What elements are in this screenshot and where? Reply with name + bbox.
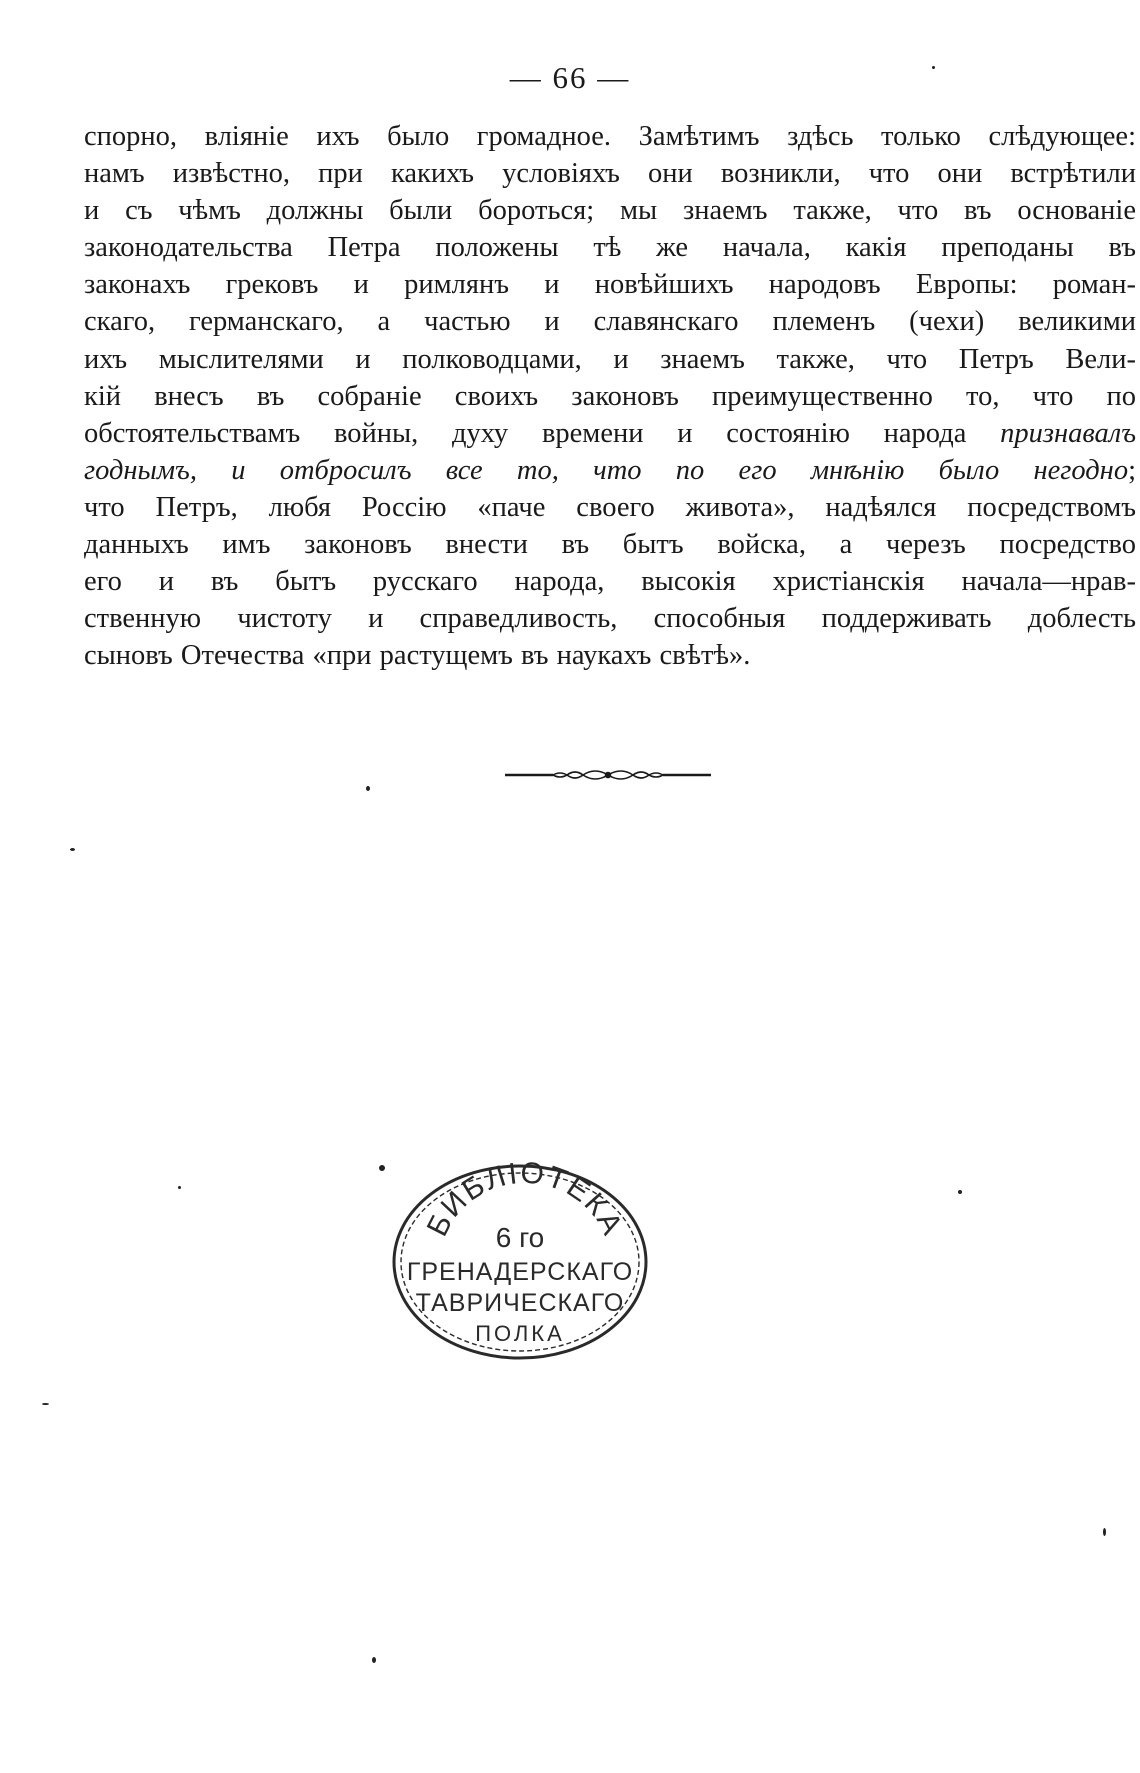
- text-line: его и въ бытъ русскаго народа, высокія христіанскія начала—нрав-: [84, 566, 1136, 598]
- text-line: что Петръ, любя Россію «паче своего живота», надѣялся посредствомъ: [84, 491, 1136, 523]
- text-line: намъ извѣстно, при какихъ условіяхъ они возникли, что они встрѣтили: [84, 158, 1136, 190]
- stamp-line-regiment: ПОЛКА: [475, 1321, 565, 1346]
- scan-speck: [932, 66, 935, 69]
- page-number: — 66 —: [509, 60, 631, 95]
- scan-speck: [70, 848, 75, 851]
- text-line: ихъ мыслителями и полководцами, и знаемъ также, что Петръ Вели-: [84, 343, 1136, 375]
- text-line: ственную чистоту и справедливость, способныя поддерживать доблесть: [84, 603, 1136, 635]
- text-line: данныхъ имъ законовъ внести въ бытъ войска, а черезъ посредство: [84, 529, 1136, 561]
- scan-speck: [372, 1657, 376, 1663]
- italic-segment: годнымъ, и отбросилъ все то, что по его мнѣнію было негодно: [84, 454, 1129, 486]
- scan-speck: [1103, 1528, 1106, 1536]
- text-line: [84, 415, 1136, 452]
- text-segment: ;: [1128, 454, 1136, 486]
- text-line: сыновъ Отечества «при растущемъ въ наукахъ свѣтѣ».: [84, 640, 751, 672]
- text-line: спорно, вліяніе ихъ было громадное. Замѣтимъ здѣсь только слѣдующее:: [84, 121, 1136, 152]
- italic-segment: признавалъ: [1000, 417, 1137, 449]
- scan-speck: [42, 1403, 49, 1405]
- stamp-line-grenadier: ГРЕНАДЕРСКАГО: [406, 1258, 634, 1286]
- scan-speck: [958, 1190, 962, 1194]
- text-line: скаго, германскаго, а частью и славянскаго племенъ (чехи) великими: [84, 306, 1136, 338]
- scan-speck: [379, 1165, 385, 1171]
- text-line: [84, 452, 1136, 489]
- text-line: кій внесъ въ собраніе своихъ законовъ преимущественно то, что по: [84, 380, 1136, 412]
- text-line: и съ чѣмъ должны были бороться; мы знаемъ также, что въ основаніе: [84, 195, 1136, 227]
- stamp-line-library: БИБЛІОТЕКА: [420, 1156, 630, 1242]
- text-line: законахъ грековъ и римлянъ и новѣйшихъ народовъ Европы: роман-: [84, 269, 1136, 301]
- tailpiece-ornament-icon: [505, 765, 711, 790]
- text-line: законодательства Петра положены тѣ же начала, какія преподаны въ: [84, 232, 1136, 264]
- stamp-line-tauride: ТАВРИЧЕСКАГО: [415, 1289, 625, 1317]
- scan-speck: [178, 1186, 181, 1189]
- library-stamp: [385, 1155, 655, 1370]
- body-text: [84, 118, 1136, 674]
- stamp-line-number: 6 го: [495, 1222, 545, 1253]
- scan-speck: [366, 786, 370, 791]
- text-segment: обстоятельствамъ войны, духу времени и состоянію народа: [84, 417, 967, 449]
